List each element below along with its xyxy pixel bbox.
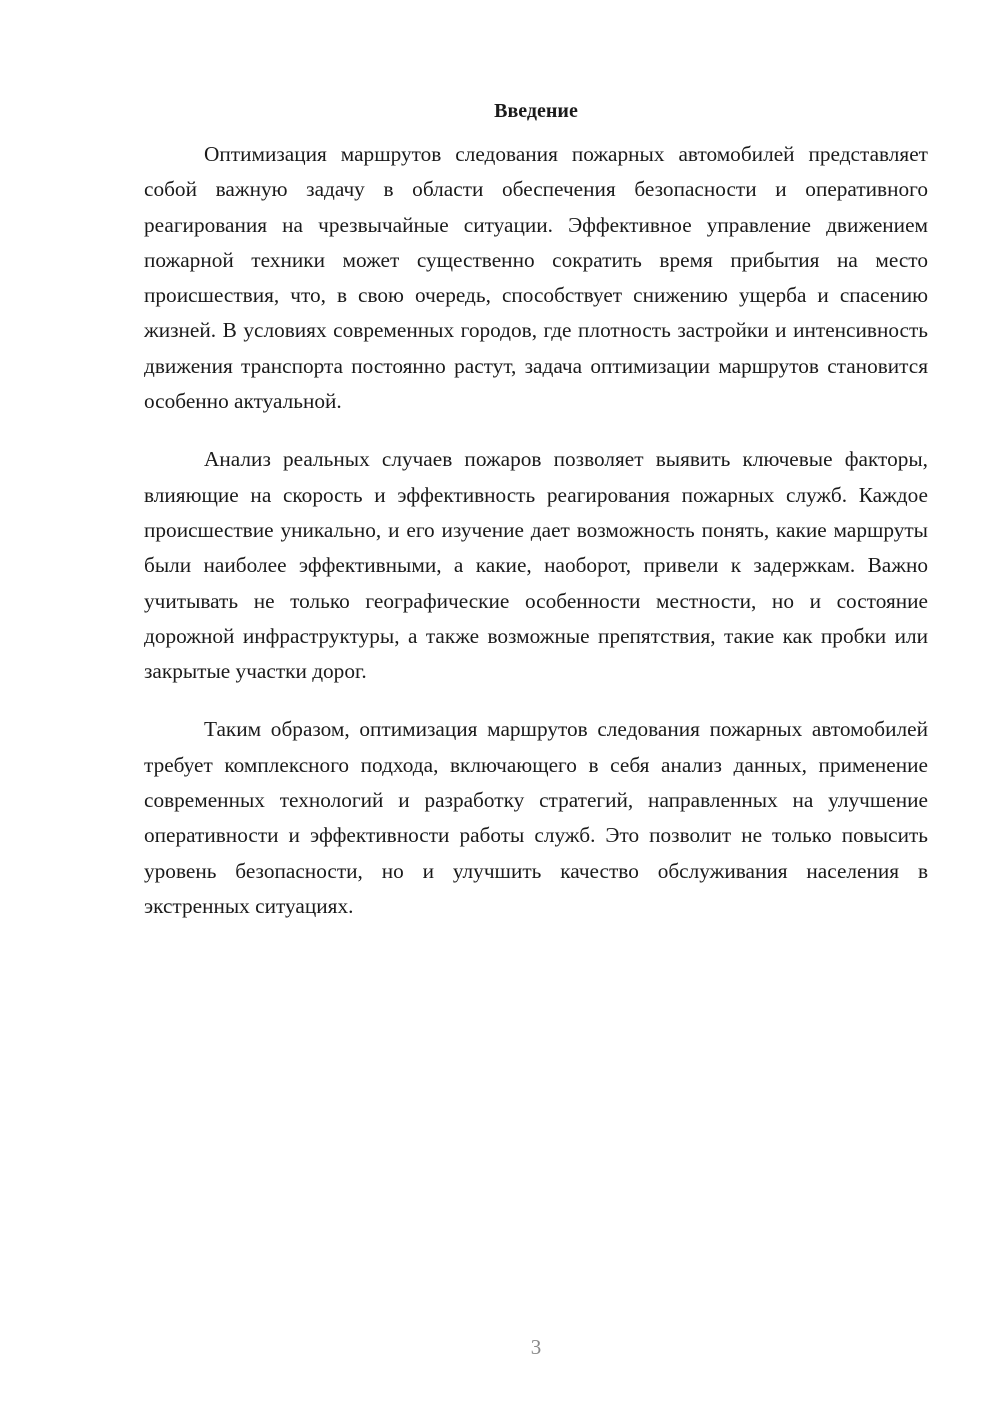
section-title: Введение xyxy=(494,100,578,122)
page-number: 3 xyxy=(530,1335,542,1359)
page-content xyxy=(144,96,928,924)
paragraph-1: Оптимизация маршрутов следования пожарных автомобилей представляет собой важную задачу в области обеспечения безопасности и оперативного реагирования на чрезвычайные ситуации. Эффективное управление движением пожарной техники может существенно сократить время прибытия на место происшествия, что, в свою очередь, способствует снижению ущерба и спасению жизней. В условиях современных городов, где плотность застройки и интенсивность движения транспорта постоянно растут, задача оптимизации маршрутов становится особенно актуальной. xyxy=(144,142,928,414)
paragraph-3: Таким образом, оптимизация маршрутов следования пожарных автомобилей требует комплексного подхода, включающего в себя анализ данных, применение современных технологий и разработку стратегий, направленных на улучшение оперативности и эффективности работы служб. Это позволит не только повысить уровень безопасности, но и улучшить качество обслуживания населения в экстренных ситуациях. xyxy=(144,717,928,918)
paragraph-2: Анализ реальных случаев пожаров позволяет выявить ключевые факторы, влияющие на скорость и эффективность реагирования пожарных служб. Каждое происшествие уникально, и его изучение дает возможность понять, какие маршруты были наиболее эффективными, а какие, наоборот, привели к задержкам. Важно учитывать не только географические особенности местности, но и состояние дорожной инфраструктуры, а также возможные препятствия, такие как пробки или закрытые участки дорог. xyxy=(144,447,928,684)
